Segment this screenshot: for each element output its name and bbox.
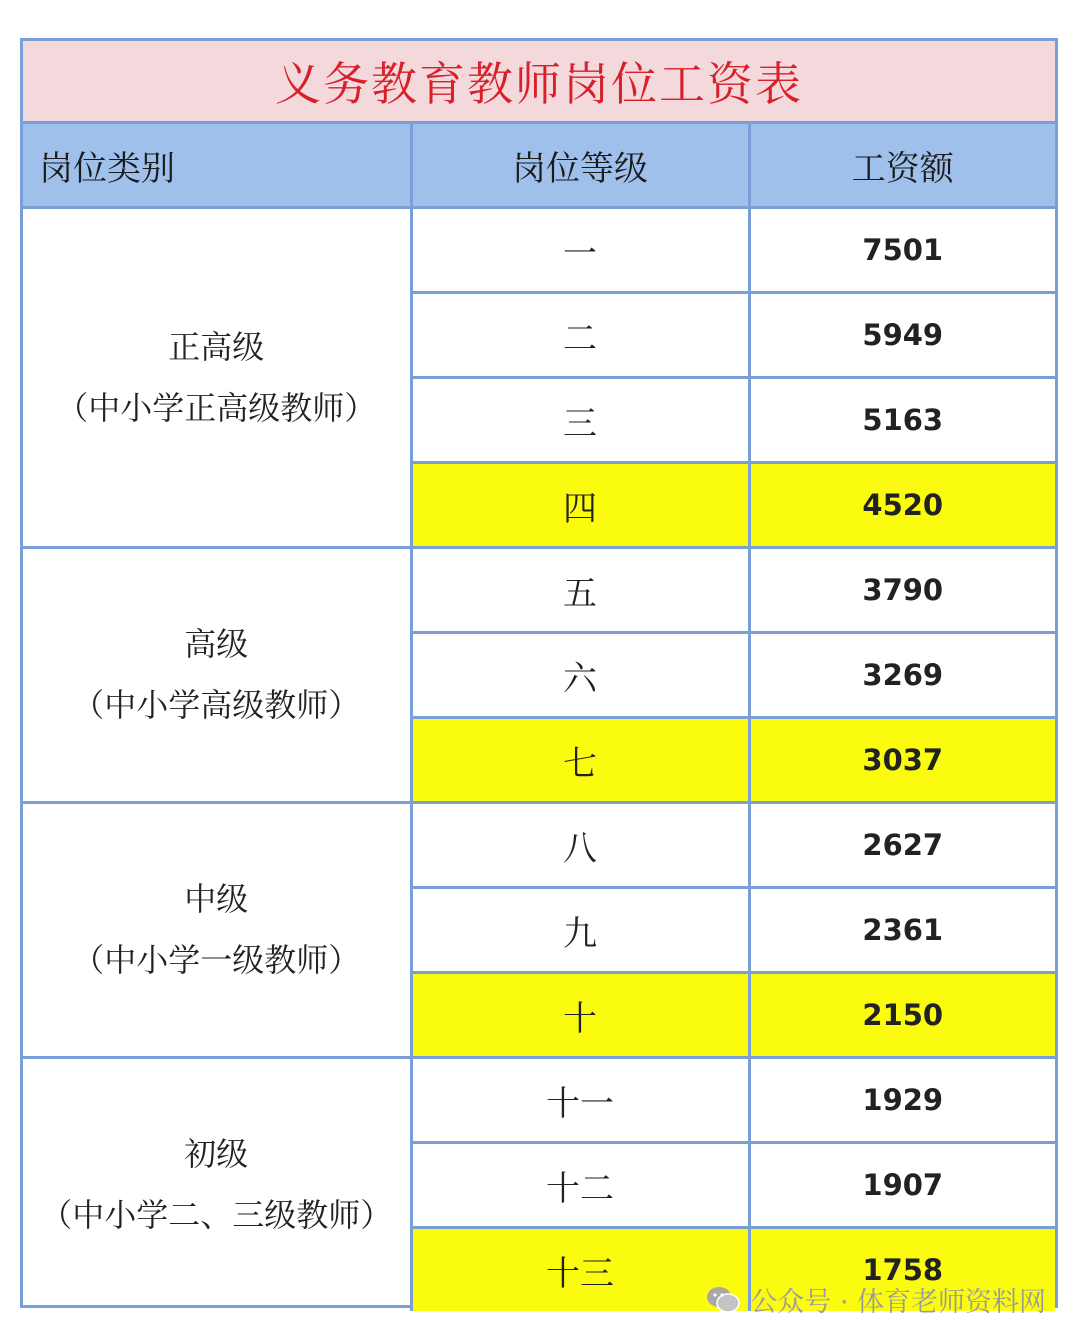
category-description: （中小学二、三级教师） (40, 1196, 393, 1234)
watermark-text: 公众号 · 体育老师资料网 (750, 1287, 1046, 1318)
header-grade: 岗位等级 (411, 124, 749, 208)
table-row (23, 548, 1055, 633)
wechat-icon (706, 1286, 740, 1314)
category-name: 正高级 (168, 327, 265, 366)
grade-cell: 三 (411, 378, 749, 463)
category-cell (23, 1058, 411, 1312)
salary-table-frame (20, 38, 1058, 1308)
grade-cell: 六 (411, 633, 749, 718)
category-cell (23, 208, 411, 548)
grade-cell: 四 (411, 463, 749, 548)
salary-cell: 3790 (749, 548, 1055, 633)
salary-cell: 1929 (749, 1058, 1055, 1143)
header-category: 岗位类别 (23, 124, 411, 208)
salary-cell: 3269 (749, 633, 1055, 718)
header-salary: 工资额 (749, 124, 1055, 208)
grade-cell: 二 (411, 293, 749, 378)
watermark (706, 1280, 1046, 1319)
category-name: 高级 (184, 625, 249, 664)
grade-cell: 十 (411, 973, 749, 1058)
title-bar (23, 41, 1055, 124)
header-row (23, 124, 1055, 208)
salary-cell: 4520 (749, 463, 1055, 548)
salary-cell: 5949 (749, 293, 1055, 378)
salary-table (23, 124, 1055, 1311)
grade-cell: 十二 (411, 1143, 749, 1228)
grade-cell: 十三 (411, 1228, 749, 1312)
category-name: 中级 (184, 880, 249, 919)
grade-cell: 七 (411, 718, 749, 803)
category-cell (23, 548, 411, 803)
table-row (23, 208, 1055, 293)
grade-cell: 九 (411, 888, 749, 973)
category-description: （中小学正高级教师） (56, 388, 377, 427)
salary-cell: 2361 (749, 888, 1055, 973)
salary-cell: 2150 (749, 973, 1055, 1058)
salary-cell: 1758 (749, 1228, 1055, 1312)
category-description: （中小学高级教师） (72, 686, 361, 724)
grade-cell: 五 (411, 548, 749, 633)
salary-cell: 2627 (749, 803, 1055, 888)
table-body (23, 208, 1055, 1312)
category-cell (23, 803, 411, 1058)
salary-cell: 1907 (749, 1143, 1055, 1228)
category-description: （中小学一级教师） (72, 941, 361, 979)
grade-cell: 八 (411, 803, 749, 888)
table-row (23, 1058, 1055, 1143)
table-title: 义务教育教师岗位工资表 (275, 57, 803, 111)
category-name: 初级 (184, 1135, 249, 1174)
salary-cell: 7501 (749, 208, 1055, 293)
grade-cell: 十一 (411, 1058, 749, 1143)
salary-cell: 3037 (749, 718, 1055, 803)
grade-cell: 一 (411, 208, 749, 293)
table-row (23, 803, 1055, 888)
salary-cell: 5163 (749, 378, 1055, 463)
